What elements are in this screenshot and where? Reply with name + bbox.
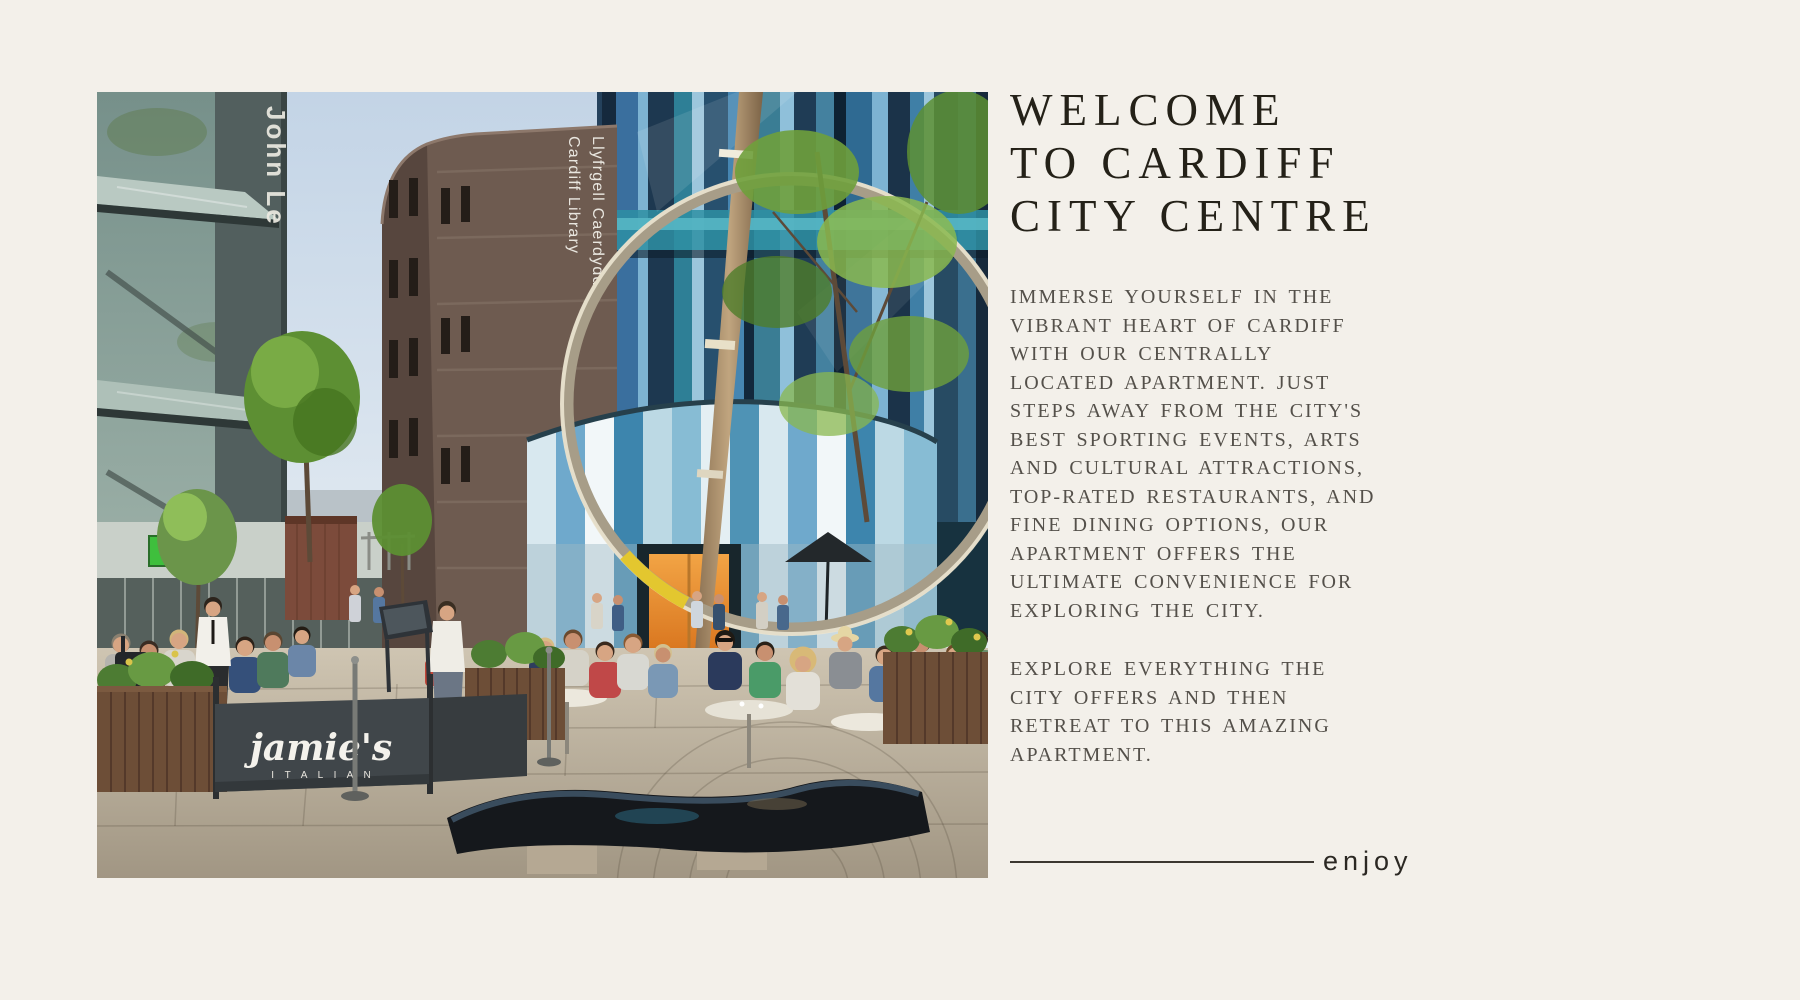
title-line-1: WELCOME [1010, 85, 1287, 135]
title-line-3: CITY CENTRE [1010, 191, 1377, 241]
library-sign-en: Cardiff Library [565, 136, 582, 255]
page-title [1010, 84, 1430, 243]
title-line-2: TO CARDIFF [1010, 138, 1341, 188]
john-lewis-sign: John Le [261, 106, 291, 227]
hero-photo [97, 92, 988, 878]
welcome-panel [1010, 84, 1430, 799]
outro-paragraph: EXPLORE EVERYTHING THE CITY OFFERS AND THEN RETREAT TO THIS AMAZING APARTMENT. [1010, 658, 1331, 766]
divider-line [1010, 861, 1314, 863]
library-sign-cy: Llyfrgell Caerdydd [589, 136, 606, 287]
cardiff-plaza-illustration [97, 92, 988, 878]
intro-paragraph: IMMERSE YOURSELF IN THE VIBRANT HEART OF CARDIFF WITH OUR CENTRALLY LOCATED APARTMENT. JUST STEPS AWAY FROM THE CITY'S BEST SPORTING EVENTS, ARTS AND CULTURAL ATTRACTIONS, TOP-RATED RESTAURANTS, AND FINE DINING OPTIONS, OUR APARTMENT OFFERS THE ULTIMATE CONVENIENCE FOR EXPLORING THE CITY. [1010, 286, 1376, 622]
closing-word: enjoy [1323, 846, 1413, 876]
closing-row [1010, 846, 1413, 877]
jamies-logo-text: jamie's [249, 727, 393, 769]
jamies-sub-text: I T A L I A N [271, 770, 375, 781]
